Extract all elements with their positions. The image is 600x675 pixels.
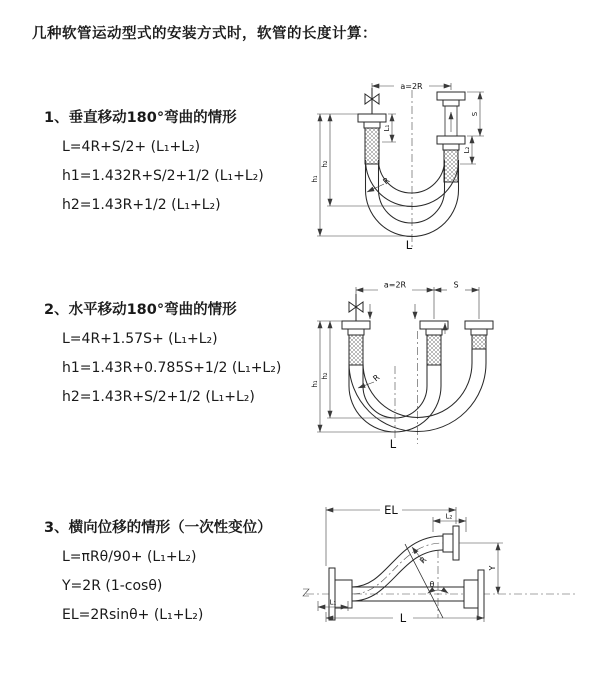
- dim-label-span: a=2R: [383, 280, 407, 290]
- diagram-horizontal-bend-svg: [308, 276, 598, 462]
- flange-hub: [443, 100, 459, 106]
- left-flange-assembly: [329, 568, 352, 620]
- hose-braid: [349, 335, 363, 365]
- diagram-vertical-bend-svg: [308, 64, 598, 264]
- dim-label-y: Y: [488, 565, 497, 571]
- valve-icon: [365, 94, 372, 104]
- flange: [465, 321, 493, 329]
- centerline-end-mark: [303, 589, 309, 596]
- dim-label-span: a=2R: [400, 82, 423, 91]
- hose-braid: [444, 150, 458, 182]
- flange: [342, 321, 370, 329]
- section-3-formula-Y: Y=2R (1-cosθ): [62, 578, 163, 594]
- section-3-text: [44, 516, 324, 636]
- section-1-formula-h1: h1=1.432R+S/2+1/2 (L₁+L₂): [62, 168, 264, 184]
- axis-centerlines: [395, 331, 418, 444]
- dim-label-l1: L₁: [383, 124, 391, 132]
- flange-hub: [464, 580, 478, 608]
- right-pipe-assembly: [465, 321, 493, 349]
- section-2-text: [44, 298, 324, 418]
- dim-label-h2: h₂: [321, 372, 329, 380]
- flange: [358, 114, 386, 122]
- dim-label-radius: R: [381, 175, 392, 187]
- section-2-formula-h2: h2=1.43R+S/2+1/2 (L₁+L₂): [62, 389, 255, 405]
- flange: [329, 568, 335, 620]
- valve-icon: [372, 94, 379, 104]
- section-3-formula-L: L=πRθ/90+ (L₁+L₂): [62, 549, 197, 565]
- dim-label-h2: h₂: [321, 160, 329, 168]
- flange: [437, 92, 465, 100]
- section-3-formula-EL: EL=2Rsinθ+ (L₁+L₂): [62, 607, 204, 623]
- hose-braid: [472, 335, 486, 349]
- middle-pipe-assembly: [420, 321, 448, 365]
- dim-label-s: S: [471, 111, 479, 117]
- section-3-heading: 3、横向位移的情形（一次性变位）: [44, 520, 272, 536]
- valve-icon: [349, 302, 356, 312]
- dim-label-h1: h₁: [311, 380, 319, 388]
- valve-icon: [356, 302, 363, 312]
- flange: [420, 321, 448, 329]
- angle-and-radius: [405, 544, 448, 618]
- right-pipe-assembly: [437, 92, 465, 182]
- dim-label-s: S: [453, 280, 459, 290]
- section-1-heading: 1、垂直移动180°弯曲的情形: [44, 110, 237, 126]
- dim-label-radius: R: [371, 372, 382, 384]
- diagram-lateral-displacement-svg: [298, 494, 598, 670]
- left-pipe-assembly: [342, 294, 370, 365]
- flange-hub: [443, 534, 453, 552]
- section-2-heading: 2、水平移动180°弯曲的情形: [44, 302, 237, 318]
- dim-label-el: EL: [384, 503, 398, 517]
- section-1-formula-h2: h2=1.43R+1/2 (L₁+L₂): [62, 197, 221, 213]
- section-2-formula-h1: h1=1.43R+0.785S+1/2 (L₁+L₂): [62, 360, 282, 376]
- flange-hub: [348, 329, 364, 335]
- upper-flange-assembly: [443, 526, 459, 560]
- diagram-vertical-bend: [308, 64, 598, 264]
- dim-label-length: L: [405, 238, 413, 252]
- left-pipe-assembly: [358, 88, 386, 164]
- section-1-formula-L: L=4R+S/2+ (L₁+L₂): [62, 139, 201, 155]
- dim-label-l2: L₂: [445, 512, 453, 521]
- dim-label-l1: L₁: [329, 598, 337, 607]
- flange: [478, 570, 484, 618]
- flange-hub: [335, 580, 352, 608]
- flange-hub: [426, 329, 442, 335]
- diagram-horizontal-bend: [308, 276, 598, 462]
- right-flange-assembly: [464, 570, 484, 618]
- flange: [437, 136, 465, 144]
- section-1-text: [44, 106, 324, 226]
- dim-label-h1: h₁: [311, 175, 319, 183]
- diagram-lateral-displacement: [298, 494, 598, 670]
- section-2-formula-L: L=4R+1.57S+ (L₁+L₂): [62, 331, 218, 347]
- flange-hub: [443, 144, 459, 150]
- hose-braid: [427, 335, 441, 365]
- flange-hub: [364, 122, 380, 128]
- dim-label-theta: θ: [429, 580, 435, 589]
- flange: [453, 526, 459, 560]
- dim-label-length: L: [399, 611, 407, 625]
- hose-braid: [365, 128, 379, 164]
- dim-label-radius: R: [418, 555, 429, 566]
- dim-label-length: L: [389, 437, 397, 451]
- dim-label-l2: L₂: [463, 146, 471, 154]
- page-title: 几种软管运动型式的安装方式时，软管的长度计算：: [32, 26, 377, 42]
- flange-hub: [471, 329, 487, 335]
